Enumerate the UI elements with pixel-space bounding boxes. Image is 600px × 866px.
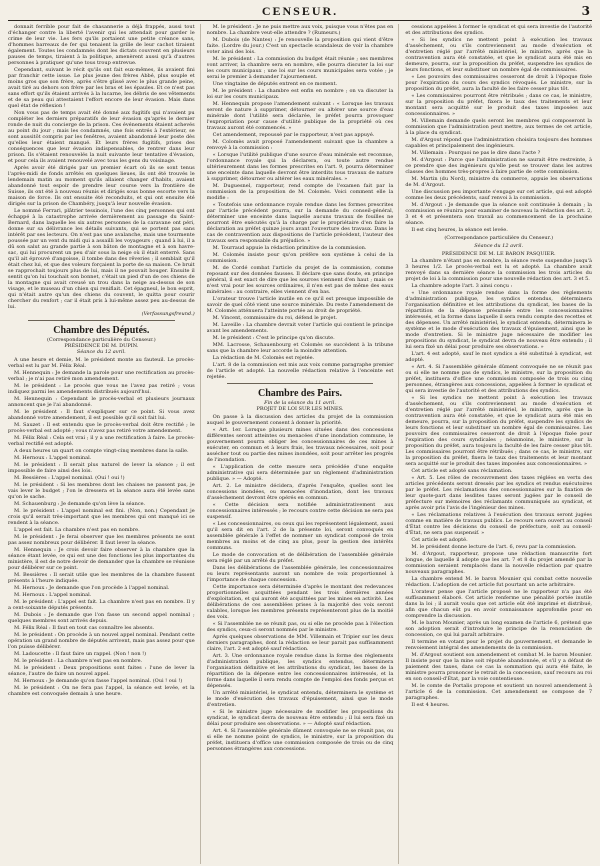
paragraph: M. de Cordé combat l'article du projet de la commission, comme reposant sur des données fausses. Il déclare que sans doute, en principe général, il est exact de dire que les sources viennent d'en haut ; mais ce n'est vrai pour les sources ordinaires, il n'en est pas de même des eaux minérales : au contraire, elles viennent d'en bas. bbox=[206, 265, 394, 295]
paragraph: M. le président donne lecture de l'art. 6, revu par la commission. bbox=[411, 544, 577, 550]
paragraph: M. Hernoux : L'appel nominal. bbox=[14, 455, 92, 461]
column-3 bbox=[405, 24, 592, 864]
paragraph: On passe à la discussion des articles du projet de la commission auquel le gouvernement consent à donner la priorité. bbox=[206, 414, 394, 426]
paragraph: M. d'Argout : Je demande que la séance soit continuée à demain ; la commission se réunira pour examiner de nouveau la rédaction des art. 2, 3 et 4 et présentera son travail au commencement de la prochaine séance. bbox=[405, 202, 592, 226]
paragraph: La rédaction de M. Colomès est rejetée. bbox=[212, 355, 315, 361]
paragraph: M. Colomès avait proposé l'amendement suivant que la chambre a renvoyé à la commission : bbox=[206, 139, 394, 151]
paragraph: M. Hernoux : Je demande que l'on procède à l'appel nominal. bbox=[14, 585, 170, 591]
paragraph: « Si les syndics ne mettent point à exécution les travaux d'assèchement, ou s'ils contreviennent au mode d'exécution et d'entretien réglé par l'arrêté ministériel, le ministre, après que la contravention aura été constatée, et que le syndicat aura été mis en demeure, pourra, sur la proposition du préfet, suspendre les syndics de leurs fonctions, et leur substituer un nombre égal de commissaires. bbox=[405, 37, 592, 73]
paragraph: Cependant, suivant le récit qu'ils ont fait eux-mêmes, ils avaient fini par franchir cette issue. Le plus jeune des frères Abbé, plus souple et moins gros que son frère, après s'être glissé avec le plus grande peine, avait tiré au dehors son frère par les bras et les épaules. Et ce n'est pas sans effort qu'ils étaient arrivés à la lucarne, les débris de ses vêtements et de sa peau qui attestaient l'effort encore de leur évasion. Mais dans quel état de réflexion ! bbox=[8, 67, 195, 109]
article-source: (Verfassungsfreund.) bbox=[141, 311, 195, 317]
paragraph: L'art. 4 est adopté, sauf le mot syndics a été substitué à syndicat, est adopté. bbox=[405, 351, 592, 363]
paragraph: M. le président : La commission du budget était réunie ; ses membres vont arriver, la chambre sera en nombre, elle pourra discuter la loi sur les cours municipaux ; une loi sur les cours municipales sera votée ; je serai le premier à demander l'ajournement. bbox=[206, 56, 394, 80]
paragraph: Le nommé Ferrari, plâtrier tessinois, l'une des cinq personnes qui ont échappé à la catastrophe arrivée dernièrement au passage du Saint-Bernard, dans laquelle les six autres personnes de la caravane ont péri, donne sur sa délivrance les détails suivants, qui se portent pas sans intérêt par ses lecteurs. On n'est pas une avalanche, mais une tourmente poussée par un vent du midi qui a assailli les voyageurs ; quand à lui, il a dû son salut au grande partie à son bâton de montagne et à son havre-sac, qui lui procurent un peu d'air sous la neige où il était enterré. Sans qu'il ait éprouvé d'angoisse, il tombe dans des rêveries ; il semblait qu'il était chez lui, et que des voleurs forçaient la porte de sa maison. Ce bruit se rapprochait toujours plus de lui, mais il ne pouvait bouger. Ensuite il sentit qu'on lui touchait son bonnet, c'était un pied d'un de ces chiens de la montagne qui avait creusé un trou dans la neige au-dessus de son visage, et le museau d'un chien qui reniflait. Cet épagneul, le bon esprit, qui n'était autre qu'un des chiens du couvent, le quitta pour courir chercher du renfort ; car il était pris à lui-même assez peu au-dessus de lui. bbox=[8, 208, 195, 310]
paragraph: « Les concessionnaires, ou ceux qui les représentent légalement, aussi qu'il sera dit en l'art. 2 de la présente loi, seront convoqués en assemblée générale à l'effet de nommer un syndicat composé de trois membres au moins et de cinq au plus, pour la gestion des intérêts communs. bbox=[206, 521, 394, 551]
paragraph: M. d'Argout, rapporteur, propose une rédaction manuscrite fort longue, de laquelle il adopte que les art. 7 et 8 du projet amendé par la commission seraient remplacés dans la nouvelle rédaction par quatre nouveaux paragraphes. bbox=[405, 551, 592, 575]
paragraph: Il est 4 heures. bbox=[411, 702, 450, 708]
columns bbox=[8, 24, 592, 864]
newspaper-title: CENSEUR. bbox=[261, 4, 339, 18]
paragraph: « Si l'assemblée ne se réunit pas, ou si elle ne procède pas à l'élection des syndics, ceux-ci seront nommés par le ministre. bbox=[206, 621, 394, 633]
paragraph: « Si les syndics ne mettent point à exécution les travaux d'assèchement, ou s'ils contreviennent au mode d'exécution et d'entretien réglé par l'arrêté ministériel, le ministre, après que la contravention aura été constatée, et que le syndicat aura été mis en demeure, pourra, sur la proposition du préfet, suspendre les syndics de leurs fonctions et leur substituer un nombre égal de commissaires. Les pouvoirs des commissaires cesseront de droit à l'époque fixée pour l'expiration des cours syndicales ; néanmoins, le ministre, sur la proposition du préfet, aura toujours la faculté de les faire cesser plus tôt. Les commissaires pourront être rétribués ; dans ce cas, le ministre, sur la proposition du préfet, fixera le taux des traitements et leur montant sera acquitté sur le produit des taxes imposées aux concessionnaires. » bbox=[405, 395, 592, 467]
paragraph: M. le président : La chambre n'est pas en nombre. bbox=[14, 658, 143, 664]
paragraph: cessions appelées à former le syndicat et qui sera investie de l'autorité et des attributions des syndics. bbox=[405, 24, 592, 36]
section-title: Chambre des Pairs. bbox=[258, 388, 342, 399]
paragraph: La chambre n'étant pas en nombre, la séance reste suspendue jusqu'à 3 heures 1/2. Le procès-verbal est lu et adopté. La chambre avait renvoyé dans sa dernière séance la commission les trois articles du projet de loi à la commission pour une nouvelle rédaction des art. 3 et 5. bbox=[405, 258, 592, 282]
paragraph: Cette importance sera déterminée d'après le montant des redevances proportionnelles acquittées pendant les trois dernières années d'exploitation, et qui auront été acquittées par les mines en activité. Les délibérations de ces assemblées prises à la majorité des voix seront valables, lorsque les membres présents représenteront plus de la moitié des voix. bbox=[206, 584, 394, 620]
chamber-deputies-heading bbox=[8, 325, 195, 355]
paragraph: « Si le ministre juge nécessaire de modifier les propositions du syndicat, le syndicat devra de nouveau être entendu ; il lui sera fixé un délai pour produire ses observations. » — Adopté sauf rédaction. bbox=[206, 709, 394, 727]
section-title: Chambre des Députés. bbox=[53, 325, 150, 336]
paragraph: M. Ladoucette : Il faut faire un rappel. (Non ! non !) bbox=[14, 651, 147, 657]
paragraph: Il termine en votant pour le projet du gouvernement, et demande le renvoiement intégral des amendements de la commission. bbox=[405, 639, 592, 651]
masthead bbox=[8, 4, 592, 21]
divider bbox=[28, 320, 175, 321]
paragraph: L'art. 8 de la commission est mis aux voix comme paragraphe premier de l'article et adopté. La nouvelle rédaction relative à l'enceinte est rejetée. bbox=[206, 362, 394, 380]
paragraph: M. Hernoux : Je demande qu'on fasse l'appel nominal. (Oui ! oui !) bbox=[14, 678, 183, 684]
paragraph: M. Vincent, commissaire du roi, défend le projet. bbox=[212, 315, 338, 321]
session-date: Fin de la séance du 11 avril. bbox=[264, 400, 336, 406]
paragraph: Une vingtaine de députés entrent en ce moment. bbox=[212, 81, 338, 87]
paragraph: M. d'Argout répond que l'administration choisira toujours des hommes capables et principalement des ingénieurs. bbox=[405, 137, 592, 149]
paragraph: Cet amendement, repoussé par le rapporteur, n'est pas appuyé. bbox=[212, 132, 375, 138]
presidency-line: PRÉSIDENCE DE M. DUPIN. bbox=[64, 343, 139, 349]
peers-proceedings-continued bbox=[405, 24, 592, 233]
paragraph: A une heure et demie, M. le président monte au fauteuil. Le procès-verbal est lu par M. Félix Réal. bbox=[8, 357, 195, 369]
paragraph: M. le président : On procède à un nouvel appel nominal. Pendant cette opération un grand nombre de députés arrivent, mais pas assez pour que l'on puisse délibérer. bbox=[8, 632, 195, 650]
paragraph: M. Hennequin : Cependant le procès-verbal et plusieurs journaux annoncent que je l'ai abandonné. bbox=[8, 396, 195, 408]
paragraph: Après quelques observations de MM. Villemain et Tripier sur les deux derniers paragraphes, dont la rédaction se leur parait pas suffisamment claire, l'art. 2 est adopté sauf rédaction. bbox=[206, 634, 394, 652]
paragraph: M. Villemain demande quels seront les membres qui composeront la commission que l'administration peut mettre, aux termes de cet article, à la place du syndicat. bbox=[405, 118, 592, 136]
peers-session-proceedings bbox=[405, 258, 592, 708]
paragraph: M. Hernoux : L'appel nominal. bbox=[14, 592, 92, 598]
paragraph: « Cette décision sera notifiée administrativement aux concessionnaires intéressés ; le recours contre cette décision ne sera pas suspensif. bbox=[206, 502, 394, 520]
paragraph: donnait ferrible pour fait de chasannerie a déjà frappés, aussi tout d'échanger contre la liberté l'avenir qui les attendait pour garder le crime de leur vie. Les fers qu'ils portaient une petite créance sans, d'hommes barreaux de fer qui tenaient la grille de leur cachot tiraient également. Toutes les condamnés dont les dictats couvrent en plusieurs pauses de temps, tiraient à la politique, amenèrent aussi qu'à d'autres personnes à pratiquer qu'une tous troup entrevue. bbox=[8, 24, 195, 66]
paragraph: « Art. 4. Si l'assemblée générale dûment convoquée ne se réunit pas ou si elle ne nomme pas de syndics, le ministre, sur la proposition du préfet, instituera d'office une commission composée de trois ou cinq personnes, étrangères aux concessions, appelées à former le syndicat et qui sera investie de l'autorité et des attributions des syndics. bbox=[405, 364, 592, 394]
paragraph: « L'application de cette mesure sera précédée d'une enquête administrative qui sera déterminée par un règlement d'administration publique. » — Adopté. bbox=[206, 464, 394, 482]
paragraph: M. le président : La chambre est enfin en nombre ; on va discuter la loi sur les cours municipaux. bbox=[206, 88, 394, 100]
peers-proceedings bbox=[207, 414, 394, 752]
paragraph: Il est cinq heures, la séance est levée. bbox=[411, 227, 508, 233]
paragraph: M. Hennequin propose l'amendement suivant : « Lorsque les travaux seront de nature à supprimer, détourner ou altérer une source d'eau minérale dont l'utilité sera déclarée, le préfet pourra provoquer l'expropriation pour cause d'utilité publique de la propriété où ces travaux auront été commencés. » bbox=[206, 101, 394, 131]
column-1 bbox=[8, 24, 201, 864]
paragraph: La chambre adopte l'art. 3 ainsi conçu : bbox=[411, 283, 513, 289]
paragraph: M. d'Argout : Parce que l'administration ne saurait être restreinte, à ce prendre que des ingénieurs qu'elle peut se trouver dans les autres classes des hommes très-propres à faire partie de cette commission. bbox=[405, 157, 592, 175]
paragraph: « Les commissaires pourront être rétribués ; dans ce cas, le ministre, sur la proposition du préfet, fixera le taux des traitements et leur montant sera acquitté sur le produit des taxes imposées aux concessionnaires. » bbox=[405, 93, 592, 117]
paragraph: « Art. 5. Les rôles de recouvrement des taxes réglées en vertu des articles précédents seront dressés par les syndics et rendus exécutoires par le préfet. Les réclamations des concessionnaires sur la fixation de leur quote-part dans lesdites taxes seront jugées par le conseil de préfecture sur mémoires des réclamants communiqués au syndicat, et après avoir pris l'avis de l'ingénieur des mines. bbox=[405, 475, 592, 511]
paragraph: Non vous pas de temps avait été donné aux fugitifs qui n'avaient pu compléter les derniers préparatifs de leur évasion qu'après le dernier ronde de nuit du concierge de la prison. Ces événements étaient achevés au point du jour ; mais les condamnés, une fois entrés à l'extérieur, se sont aussitôt compris par les fenêtres, avaient abandonné leur poste dès qu'elles leur étaient manqué. Et leurs frères fugitifs, prises des conséquences que leur évasion indispensables, de rentrer dans leur prison. Ils s'étaient renouvelés la nuit suivante leur tentative d'évasion, et pour cela ils avaient renouvelé avec tous les gens du voisinage. bbox=[8, 110, 195, 164]
paragraph: M. Laveille : La chambre devrait voter l'article qui contient le principe avant les amendements. bbox=[206, 322, 394, 334]
paragraph: Un arrêté ministériel, le syndicat entendu, déterminera le système et le mode d'exécution des travaux d'épuisement, ainsi que le mode d'entretien. bbox=[206, 690, 394, 708]
paragraph: M. le président : L'appel est fait. La chambre n'est pas en nombre. Il y a cent-soixante députés présents. bbox=[8, 599, 195, 611]
paragraph: M. Villemain : Pourquoi ne pas le dire dans l'acte ? bbox=[411, 150, 541, 156]
paragraph: M. le président : Deux propositions sont faites : l'une de lever la séance, l'autre de faire un nouvel appel. bbox=[8, 665, 195, 677]
presidency-line: PRÉSIDENCE DE M. LE BARON PASQUIER. bbox=[441, 251, 556, 257]
paragraph: « Les réclamations relatives à l'exécution des travaux seront jugées comme en matière de travaux publics. Le recours sera ouvert au conseil d'État contre les décisions du conseil de préfecture, soit au conseil-d'État, ne sera pas suspensif. » bbox=[405, 512, 592, 536]
paragraph: M. Tourraud appuie la rédaction primitive de la commission. bbox=[212, 245, 367, 251]
paragraph: Dans les délibérations de l'assemblée générale, les concessionnaires ou leurs représentants auront un nombre de voix proportionnel à l'importance de chaque concession. bbox=[206, 565, 394, 583]
paragraph: Cet article est adopté sans réclamation. bbox=[411, 468, 513, 474]
paragraph: M. d'Argout soutient son amendement et combat M. le baron Mounier. Il insiste pour que la mine soit réputée abandonnée, et s'il y a défaut de paiement des taxes, dans ce cas la sommation qui aura été faite, le ministre pourra prononcer le retrait de la concession, sauf recours au roi en son conseil-d'État, par la voie contentieuse. bbox=[405, 652, 592, 682]
paragraph: M. le président : C'est le principe qu'on discute. bbox=[212, 335, 335, 341]
column-2 bbox=[207, 24, 400, 864]
paragraph: M. le président : Il serait plus naturel de lever la séance ; il est impossible de faire ainsi des lois. bbox=[8, 462, 195, 474]
paragraph: M. Bessières : L'appel nominal. (Oui ! oui !) bbox=[14, 475, 125, 481]
paragraph: M. le baron Mounier, après un long examen de l'article 6, prétend que son adoption serait d'introduire le principe de la renonciation de concession, ce qui lui paraît arbitraire. bbox=[405, 620, 592, 638]
divider bbox=[227, 383, 374, 384]
paragraph: L'orateur pense que l'article proposé ne le rapporteur n'a pas été suffisamment élaboré. Cet article renferme une pénalité portée inutile dans la loi ; il aurait voulu que cet article eût été imprimé et distribué, afin que chacun eût pu en avoir connaissance approfondie pour en comprendre la discussion. bbox=[405, 589, 592, 619]
paragraph: M. Hennequin : Je demande la parole pour une rectification au procès-verbal ; je n'ai pas retiré mon amendement. bbox=[8, 370, 195, 382]
paragraph: M. le comte de Portalis propose et soutient un nouvel amendement à l'article 6 de la commission. Cet amendement se compose de 7 paragraphes. bbox=[405, 683, 592, 701]
paragraph: Le mode de convocation et de délibération de l'assemblée générale sera réglé par un arrêté du préfet. bbox=[206, 552, 394, 564]
paragraph: M. Sauzet : Il est entendu que le procès-verbal doit être rectifié ; le procès-verbal est adopté ; vous n'avez pas retiré votre amendement. bbox=[8, 422, 195, 434]
paragraph: « Une ordonnance royale rendue dans la forme des règlements d'administration publique, les syndics entendus, déterminera l'organisation définitive et les attributions du syndicat, les bases de la répartition de la dépense présumée entre les concessionnaires intéressés, et la forme dans laquelle il sera rendu compte des recettes et des dépenses. Un arrêté ministériel, le syndicat entendu, déterminera le système et le mode d'exécution des travaux d'épuisement, ainsi que le mode d'entretien. Si le ministre juge nécessaire de modifier les propositions du syndicat, le syndicat devra de nouveau être entendu ; il lui sera fixé un délai pour produire ses observations. » bbox=[405, 290, 592, 350]
paragraph: M. Martin (du Nord), ministre du commerce, appuie les observations de M. d'Argout. bbox=[405, 176, 592, 188]
deputies-proceedings bbox=[8, 357, 195, 697]
paragraph: M. Duguesnel, rapporteur, rend compte de l'examen fait par la commission de la proposition de M. Colomès. Voici comment elle la modifie : bbox=[206, 183, 394, 201]
session-date: Séance du 12 avril. bbox=[76, 349, 126, 355]
paragraph: « Les pouvoirs des commissaires cesseront de droit à l'époque fixée pour l'expiration du cours des syndics révoqués. Le ministre, sur la proposition du préfet, aura la faculté de les faire cesser plus tôt. bbox=[405, 74, 592, 92]
deputies-proceedings-continued bbox=[207, 24, 394, 380]
paragraph: M. Dubois : Je demande que l'on fasse un second appel nominal ; quelques membres sont arrivés depuis. bbox=[8, 612, 195, 624]
paragraph: Une discussion peu importante s'engage sur cet article, qui est adopté comme les deux précédents, sauf renvoi à la commission. bbox=[405, 189, 592, 201]
paragraph: Art. 3. Une ordonnance royale rendue dans la forme des règlements d'administration publique, les syndics entendus, déterminera l'organisation définitive et les attributions du syndicat, les bases de la répartition de la dépense entre les concessionnaires intéressés, et la forme dans laquelle il sera rendu compte de l'emploi des fonds perçus et dépensés. bbox=[206, 653, 394, 689]
paragraph: « Art. 1er. Lorsque plusieurs mines situées dans des concessions différentes seront atteintes ou menacées d'une inondation commune, le gouvernement pourra obliger les concessionnaires de ces mines à exécuter, en commun et à leurs frais, les travaux nécessaires, soit pour assécher tout ou partie des mines inondées, soit pour arrêter les progrès de l'inondation. bbox=[206, 427, 394, 463]
paragraph: M. le président : Il faut s'expliquer sur ce point. Si vous avez abandonné votre amendement, il est possible qu'il soit fait lui. bbox=[8, 409, 195, 421]
news-articles bbox=[8, 24, 195, 310]
correspondence-line: (Correspondance particulière du Censeur.) bbox=[46, 337, 156, 343]
paragraph: L'appel est fait. La chambre n'est pas en nombre. bbox=[14, 527, 140, 533]
paragraph: M. le président : Je ne puis mettre aux voix, puisque vous n'êtes pas en nombre. La chambre veut-elle attendre ? (Rumeurs.) bbox=[206, 24, 394, 36]
paragraph: Art. 2. Le ministre décidera, d'après l'enquête, quelles sont les concessions inondées, ou menacées d'inondation, dont les travaux d'assèchement devront être opérés en commun. bbox=[206, 483, 394, 501]
paragraph: M. le président : Le procès que vous ne l'avez pas retiré ; vous indiquez parmi les amendements distribués aujourd'hui. bbox=[8, 383, 195, 395]
paragraph: Cet article est adopté. bbox=[411, 537, 468, 543]
page-number: 3 bbox=[581, 4, 590, 18]
paragraph: « Toutefois une ordonnance royale rendue dans les formes prescrites par l'article précédent pourra, sur la demande du conseil-général, déterminer une enceinte dans laquelle aucuns travaux de fouilles ne pourront être exécutés qu'à la charge par le propriétaire d'en faire la déclaration au préfet quinze jours avant l'ouverture des travaux. Dans le cas de contravention aux dispositions de l'article précédent, l'auteur des travaux sera responsable du préjudice. » bbox=[206, 202, 394, 244]
session-date: Séance du 12 avril. bbox=[474, 243, 524, 249]
paragraph: M. Dubois (de Nantes) : Je renouvelle la proposition qui vient d'être faite. (Lordre du jour.) C'est un spectacle scandaleux de voir la chambre voter ainsi des lois. bbox=[206, 37, 394, 55]
paragraph: M. le président : L'appel nominal est fini. (Non, non.) Cependant je crois qu'il serait très-important que les membres qui ont manqué ici se rendent à la séance. bbox=[8, 508, 195, 526]
paragraph: MM. Lacrosse, Schauenbourg et Colomès se succèdent à la tribune sans que la chambre leur accorde la moindre attention. bbox=[206, 342, 394, 354]
paragraph: M. Hennequin : Je crois devoir faire observer à la chambre que la séance étant levée, ce qui est une des fonctions les plus importantes du ministère, il est de notre devoir de demander que la chambre se réunisse pour délibérer sur ce point. bbox=[8, 547, 195, 571]
paragraph: M. le président : Si les membres dont les chaises ne passent pas, je vais lever le budget ; l'on le dressera et la séance aura été levée sans qu'on le sache. bbox=[8, 482, 195, 500]
bill-title: PROJET DE LOI SUR LES MINES. bbox=[256, 406, 344, 412]
paragraph: M. le président : On ne fera pas l'appel, la séance est levée, et la chambre est convoquée demain à une heure. bbox=[8, 685, 195, 697]
paragraph: Art. 4. Si l'assemblée générale dûment convoquée ne se réunit pas, ou si elle ne nomme point de syndics, le ministre, sur la proposition du préfet, instituera d'office une commission composée de trois ou de cinq personnes étrangères aux concessions. bbox=[206, 728, 394, 752]
paragraph: M. le président : Je ferai observer que les membres présents ne sont pas assez nombreux pour délibérer. Il faut lever la séance. bbox=[8, 534, 195, 546]
correspondence-line: (Correspondance particulière du Censeur.) bbox=[444, 235, 554, 241]
paragraph: A deux heures un quart on compte vingt-cinq membres dans la salle. bbox=[14, 448, 189, 454]
paragraph: La chambre entend M. le baron Mounier qui combat cette nouvelle rédaction. L'adoption de cet article fut pourtant un acte arbitraire. bbox=[405, 576, 592, 588]
paragraph: L'orateur trouve l'article inutile en ce qu'il est presque impossible de savoir de quel côté vient une source minérale. Du reste l'amendement de M. Colomès atténuera l'atteinte portée au droit de propriété. bbox=[206, 296, 394, 314]
paragraph: M. Félix Réal : Cela est vrai ; il y a une rectification à faire. Le procès-verbal rectifié est adopté. bbox=[8, 435, 195, 447]
chamber-peers-heading bbox=[207, 388, 394, 412]
paragraph: M. Félix Réal : Il faut en tout cas connaître les absents. bbox=[14, 625, 155, 631]
paragraph: « Lorsque l'utilité publique d'une source d'eau minérale est reconnue, l'ordonnance royale qui la déclarera, ou toute autre rendue ultérieurement dans les formes prescrites en l'art. 9, pourra déterminer une enceinte dans laquelle devront être interdits tous travaux de nature à supprimer, détourner ou altérer les eaux minérales. » bbox=[206, 152, 394, 182]
paragraph: M. Bessières : Il serait utile que les membres de la chambre fussent présents à l'heure indiquée. bbox=[8, 572, 195, 584]
paragraph: M. Colomès insiste pour qu'on préfère son système à celui de la commission. bbox=[206, 252, 394, 264]
paragraph: Après avoir été dirigés par un premier écart où ils se sont tenus l'après-midi de fonds arrêtés en quelques lieues, ils ont été trouvés le lendemain matin au moment qu'ils allaient changer d'habits, avaient abandonné tout espoir de prendre leur course vers la frontière de Suisse, ils ont été à nouveau réunis et dirigés sous bonne escorte vers la maison de force. Ils ont ensuite été reconduits, et qui ont ensuite été dirigés sur la prison de Chambéry, jusqu'à leur nouvelle évasion. bbox=[8, 165, 195, 207]
paragraph: M. Schauenburg : Je demande qu'on lève la séance. bbox=[14, 501, 146, 507]
